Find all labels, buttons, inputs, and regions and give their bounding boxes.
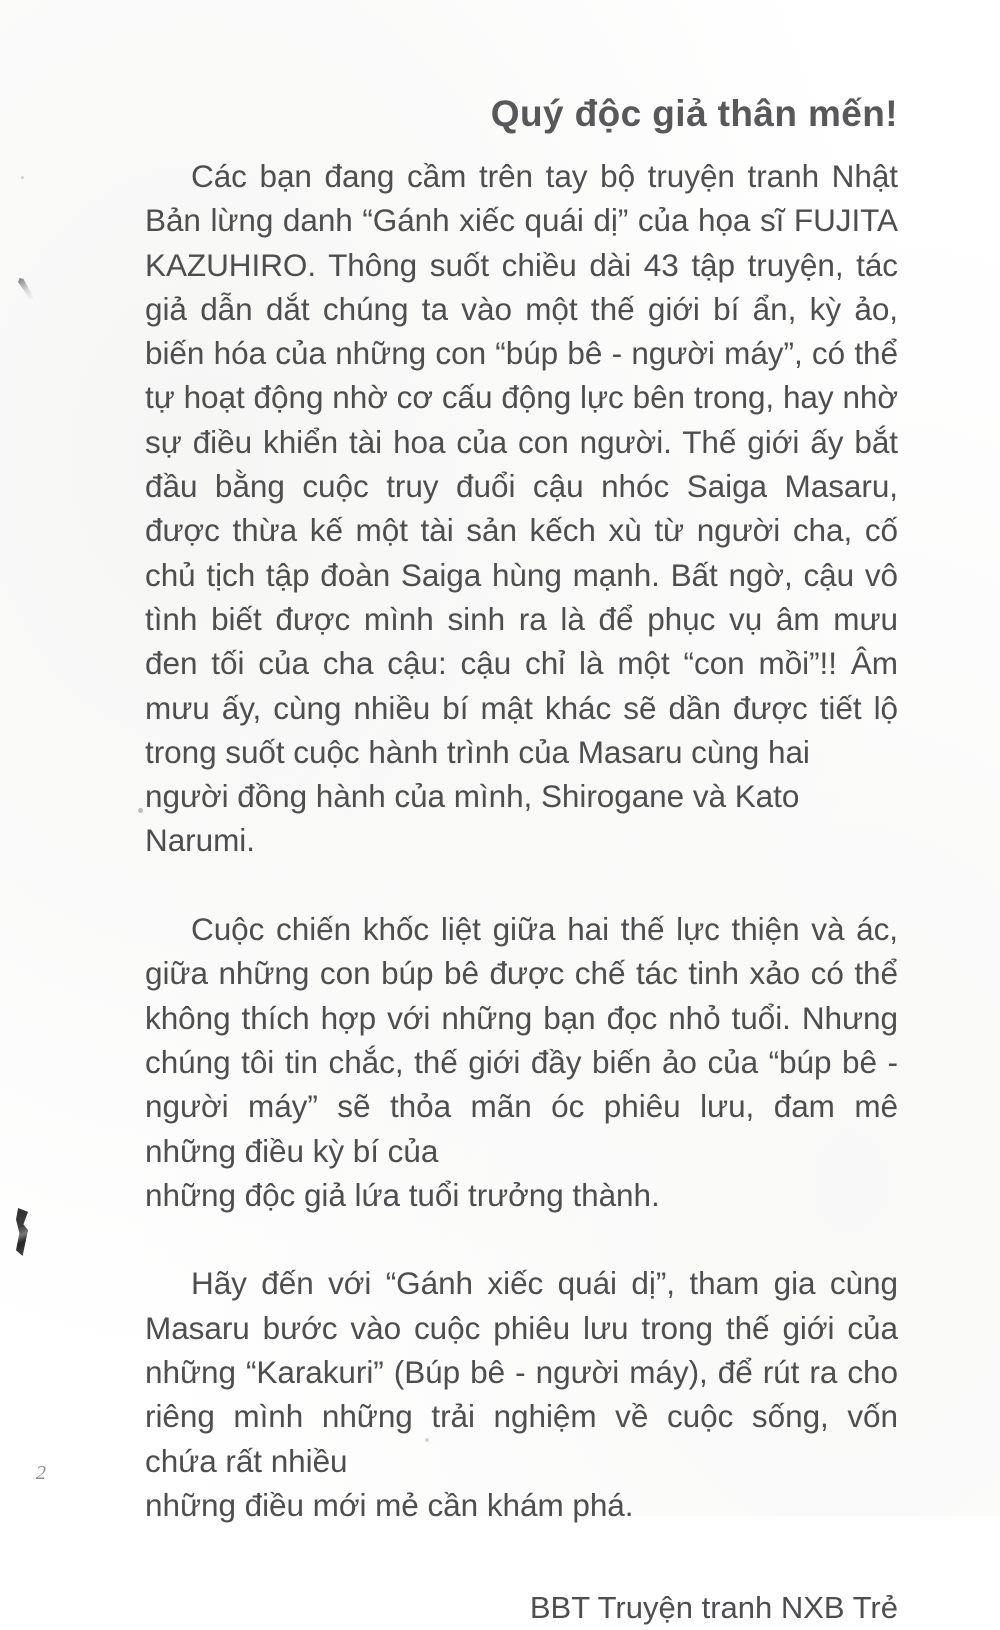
scan-artifact-speck — [21, 176, 24, 179]
paragraph-invitation-last-line: những điều mới mẻ cần khám phá. — [145, 1486, 634, 1523]
paragraph-warning-body: Cuộc chiến khốc liệt giữa hai thế lực thiện và ác, giữa những con búp bê được chế tác tinh xảo có thể không thích hợp với những bạn đọc nhỏ tuổi. Nhưng chúng tôi tin chắc, thế giới đầy biến ảo của “búp bê - người máy” sẽ thỏa mãn óc phiêu lưu, đam mê những điều kỳ bí của — [145, 911, 898, 1169]
paragraph-warning-last-line: những độc giả lứa tuổi trưởng thành. — [145, 1176, 660, 1213]
scan-artifact-speck — [138, 808, 143, 813]
page-text-block — [145, 92, 898, 1630]
scan-artifact-pen-stroke — [18, 278, 34, 300]
paragraph-warning — [145, 907, 898, 1261]
page-number: 2 — [36, 1462, 46, 1484]
paragraph-invitation — [145, 1261, 898, 1571]
signature: BBT Truyện tranh NXB Trẻ — [529, 1589, 898, 1625]
page-title: Quý độc giả thân mến! — [490, 93, 898, 134]
paragraph-intro-last-line: người đồng hành của mình, Shirogane và Kato Narumi. — [145, 778, 800, 859]
scan-artifact-edge-mark — [16, 1208, 28, 1256]
paragraph-invitation-body: Hãy đến với “Gánh xiếc quái dị”, tham gia cùng Masaru bước vào cuộc phiêu lưu trong thế giới của những “Karakuri” (Búp bê - người máy), để rút ra cho riêng mình những trải nghiệm về cuộc sống, vốn chứa rất nhiều — [145, 1265, 898, 1479]
paragraph-intro-body: Các bạn đang cầm trên tay bộ truyện tranh Nhật Bản lừng danh “Gánh xiếc quái dị” của họa sĩ FUJITA KAZUHIRO. Thông suốt chiều dài 43 tập truyện, tác giả dẫn dắt chúng ta vào một thế giới bí ẩn, kỳ ảo, biến hóa của những con “búp bê - người máy”, có thể tự hoạt động nhờ cơ cấu động lực bên trong, hay nhờ sự điều khiển tài hoa của con người. Thế giới ấy bắt đầu bằng cuộc truy đuổi cậu nhóc Saiga Masaru, được thừa kế một tài sản kếch xù từ người cha, cố chủ tịch tập đoàn Saiga hùng mạnh. Bất ngờ, cậu vô tình biết được mình sinh ra là để phục vụ âm mưu đen tối của cha cậu: cậu chỉ là một “con mồi”!! Âm mưu ấy, cùng nhiều bí mật khác sẽ dần được tiết lộ trong suốt cuộc hành trình của Masaru cùng hai — [145, 158, 898, 770]
paragraph-intro — [145, 154, 898, 907]
